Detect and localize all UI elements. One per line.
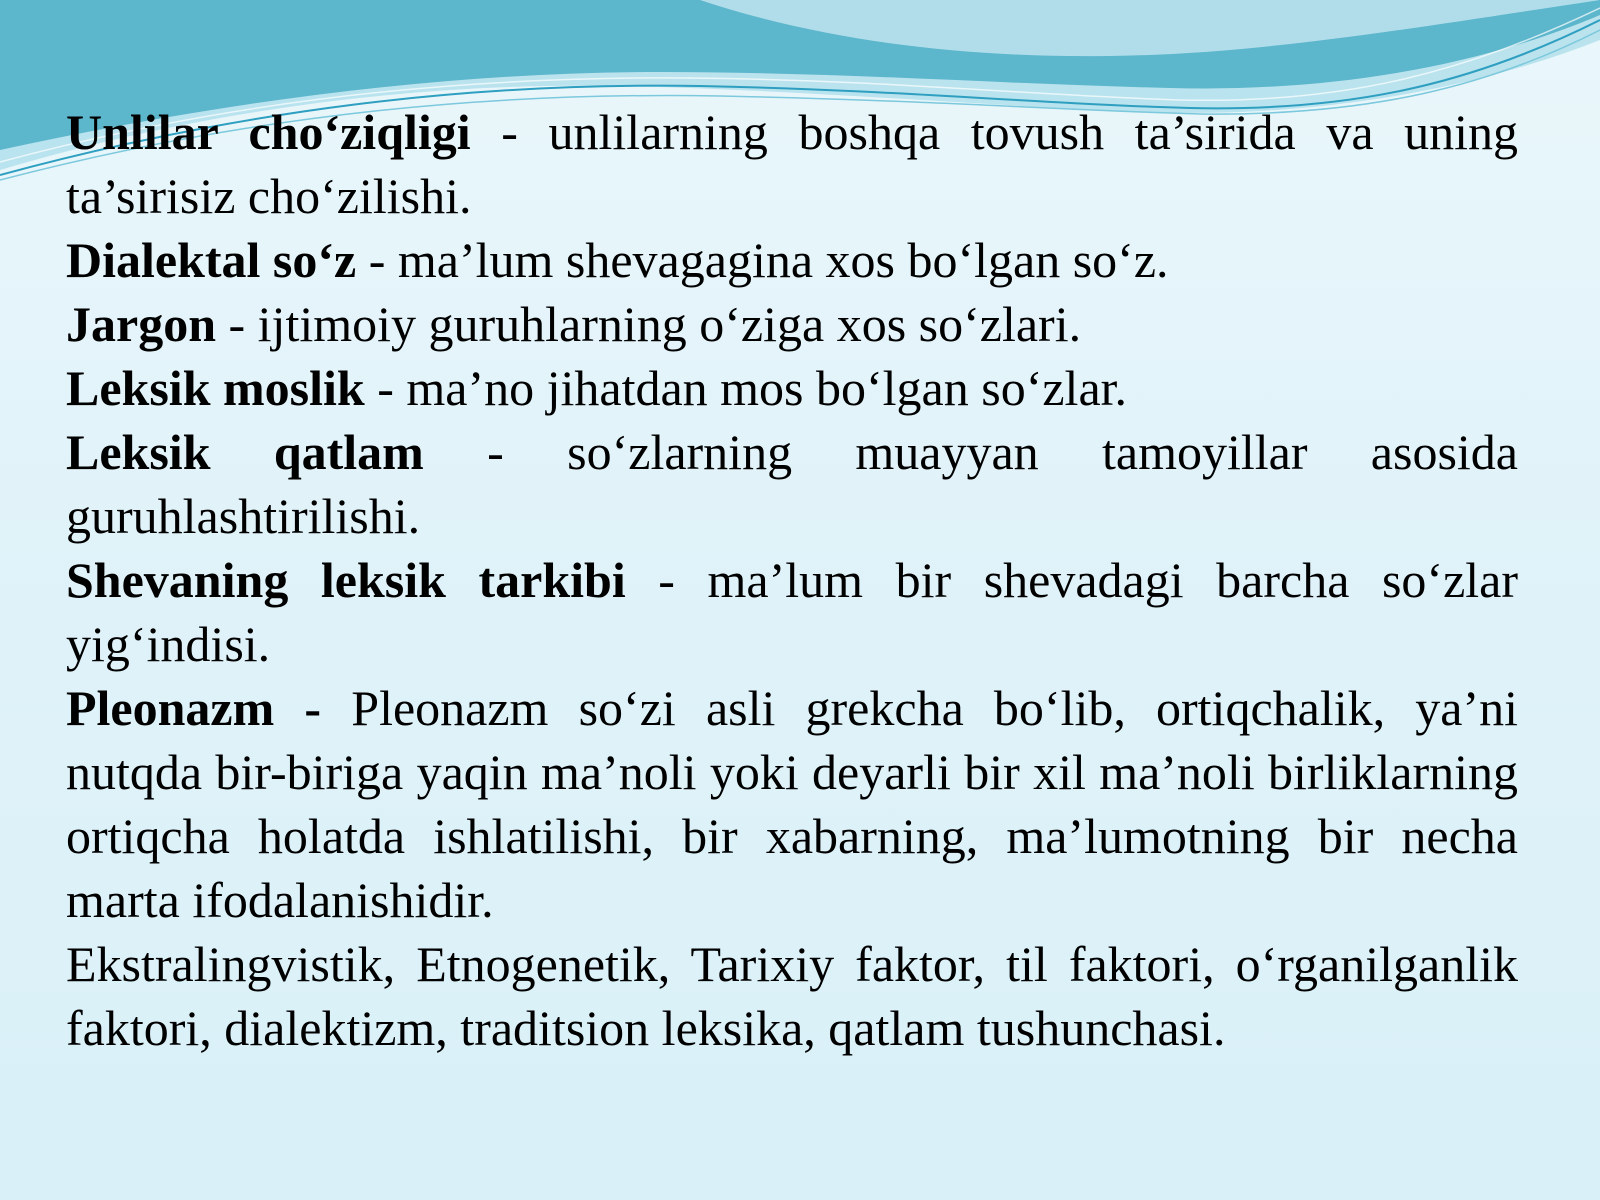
separator: - bbox=[216, 296, 258, 352]
term: Dialektal so‘z bbox=[66, 232, 357, 288]
definition: ma’lum shevagagina xos bo‘lgan so‘z. bbox=[397, 232, 1169, 288]
definition: so‘zlarning muayyan tamoyillar asosida guruhlashtirilishi. bbox=[66, 424, 1518, 544]
definition: ma’lum bir shevadagi barcha so‘zlar yig‘indisi. bbox=[66, 552, 1519, 672]
glossary-text bbox=[66, 100, 1518, 1060]
term: Leksik qatlam bbox=[66, 424, 424, 480]
glossary-entry bbox=[66, 292, 1518, 356]
term: Unlilar cho‘ziqligi bbox=[66, 104, 471, 160]
glossary-entry bbox=[66, 228, 1518, 292]
definition: Pleonazm so‘zi asli grekcha bo‘lib, ortiqchalik, ya’ni nutqda bir-biriga yaqin ma’noli yoki deyarli bir xil ma’noli birliklarning ortiqcha holatda ishlatilishi, bir xabarning, ma’lumotning bir necha marta ifodalanishidir. bbox=[66, 680, 1519, 928]
definition: ma’no jihatdan mos bo‘lgan so‘zlar. bbox=[406, 360, 1128, 416]
separator: - bbox=[423, 424, 568, 480]
separator: - bbox=[470, 104, 549, 160]
glossary-entry bbox=[66, 356, 1518, 420]
separator: - bbox=[625, 552, 708, 608]
definition: unlilarning boshqa tovush ta’sirida va uning ta’sirisiz cho‘zilishi. bbox=[66, 104, 1518, 224]
closing-paragraph: Ekstralingvistik, Etnogenetik, Tarixiy faktor, til faktori, o‘rganilganlik faktori, dialektizm, traditsion leksika, qatlam tushunchasi. bbox=[66, 936, 1518, 1056]
term: Leksik moslik bbox=[66, 360, 365, 416]
glossary-entry bbox=[66, 548, 1518, 676]
term: Shevaning leksik tarkibi bbox=[66, 552, 626, 608]
glossary-entry bbox=[66, 420, 1518, 548]
term: Pleonazm - bbox=[66, 680, 322, 736]
glossary-entry bbox=[66, 100, 1518, 228]
separator: - bbox=[364, 360, 407, 416]
definition: ijtimoiy guruhlarning o‘ziga xos so‘zlari. bbox=[257, 296, 1082, 352]
separator: - bbox=[356, 232, 398, 288]
separator bbox=[321, 680, 351, 736]
glossary-entry bbox=[66, 676, 1518, 932]
term: Jargon bbox=[66, 296, 216, 352]
